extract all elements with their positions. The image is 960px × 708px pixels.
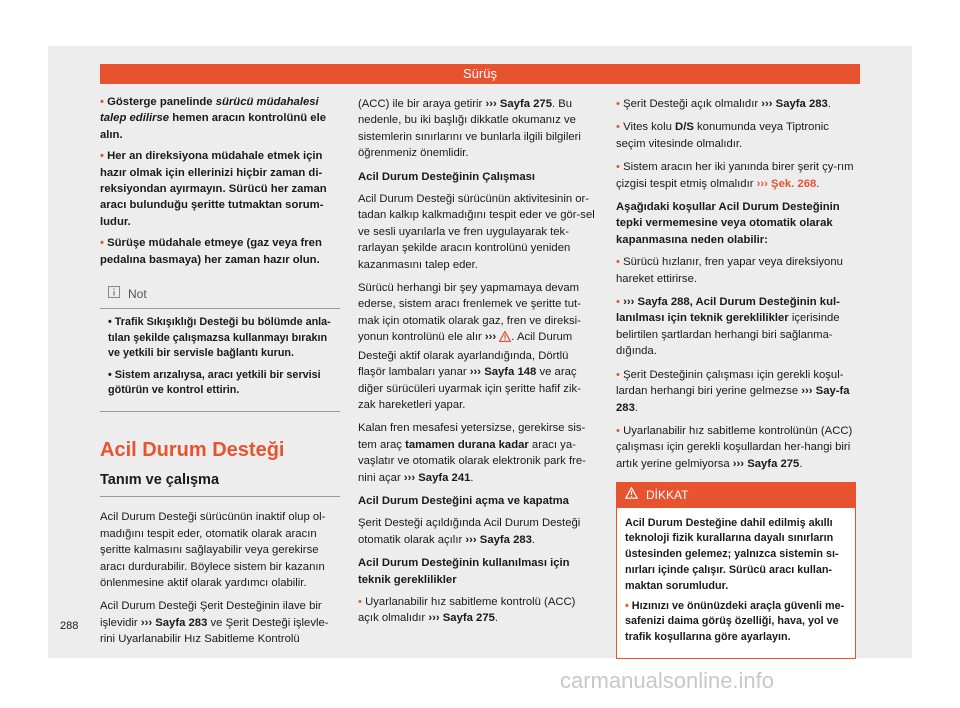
column-2 — [358, 96, 598, 634]
warning-triangle-icon — [625, 487, 638, 503]
warning-triangle-icon — [499, 331, 511, 347]
subsection-heading: Acil Durum Desteğinin kullanılması için teknik gereklilikler — [358, 557, 570, 586]
bullet: • Uyarlanabilir hız sabitleme kontrolünün (ACC) çalışması için gerekli koşullardan her-hangi biri artık yerine gelmiyorsa ››› Sayfa 275. — [616, 424, 853, 470]
note-item: • Sistem arızalıysa, aracı yetkili bir servisi götürün ve kontrol ettirin. — [108, 368, 321, 397]
figure-link[interactable]: ››› Şek. 268 — [756, 177, 817, 190]
page-link[interactable]: ››› Sayfa 283 — [140, 616, 208, 629]
note-box — [100, 282, 340, 412]
caution-header — [617, 483, 855, 507]
paragraph: Şerit Desteği açıldığında Acil Durum Desteği otomatik olarak açılır ››› Sayfa 283. — [358, 517, 581, 546]
section-heading: Acil Durum Desteği — [100, 438, 285, 461]
page-link[interactable]: ››› Sayfa 275 — [485, 98, 552, 110]
bullet: • Her an direksiyona müdahale etmek için hazır olmak için ellerinizi hiçbir zaman di-reksiyondan ayırmayın. Sürücü her zaman aracı bulunduğu şeritte tutmaktan sorum-ludur. — [100, 150, 327, 228]
subsection-heading: Aşağıdaki koşullar Acil Durum Desteğinin tepki vermemesine veya otomatik olarak kapanmasına neden olabilir: — [616, 201, 840, 246]
bullet: • ››› Sayfa 288, Acil Durum Desteğinin kul-lanılması için teknik gereklilikler içerisinde belirtilen şartlardan herhangi biri sağlanma-dığında. — [616, 296, 840, 358]
page-number: 288 — [60, 620, 79, 632]
bullet: • Vites kolu D/S konumunda veya Tiptronic seçim vitesinde olmalıdır. — [616, 121, 829, 150]
page-link[interactable]: ››› Sayfa 283 — [761, 98, 828, 110]
page-link[interactable]: ››› Sayfa 148 — [469, 366, 537, 379]
column-3 — [616, 96, 856, 659]
column-1 — [100, 94, 340, 655]
page-link[interactable]: ››› Sayfa 288, Acil Durum Desteğinin kul-lanılması için teknik gereklilikler — [616, 296, 840, 325]
bullet: • Sürücü hızlanır, fren yapar veya direksiyonu hareket ettirirse. — [616, 256, 843, 285]
paragraph: Sürücü herhangi bir şey yapmamaya devam ederse, sistem aracı frenlemek ve şeritte tut-mak için otomatik olarak gaz, fren ve direksi-yonun kontrolünü ele alır ››› . Acil Durum Desteği aktif olarak ayarlandığında, Dörtlü flaşör lambaları yanar ››› Sayfa 148 ve araç diğer sürücüleri uyarmak için şeritte hafif zik-zak hareketleri yapar. — [358, 282, 581, 411]
page-link[interactable]: ››› Say-fa 283 — [616, 385, 850, 414]
bullet: • Gösterge panelinde sürücü müdahalesi talep edilirse hemen aracın kontrolünü ele alın. — [100, 96, 327, 141]
paragraph: Acil Durum Desteği sürücünün aktivitesinin or-tadan kalkıp kalkmadığını tespit eder ve gör-sel ve sesli uyarılarla ve fren uygulayarak tek-rarlayan şekilde aracın kontrolünü yeniden kazanmasını talep eder. — [358, 193, 595, 271]
subsection-heading: Acil Durum Desteğini açma ve kapatma — [358, 494, 569, 507]
bullet: • Şerit Desteğinin çalışması için gerekli koşul-lardan herhangi biri yerine gelmezse ››› Say-fa 283. — [616, 368, 850, 414]
page-link[interactable]: ››› Sayfa 283 — [465, 533, 532, 546]
note-title: Not — [128, 287, 147, 302]
warning-continuation — [100, 94, 340, 268]
caution-box — [616, 482, 856, 659]
note-item: • Trafik Sıkışıklığı Desteği bu bölümde anla-tılan şekilde çalışmazsa kullanmayı bırakın ve yetkili bir servisle bağlantı kurun. — [108, 316, 331, 360]
caution-bullet: • Hızınızı ve önünüzdeki araçla güvenli me-safenizi daima görüş özelliği, hava, yol ve trafik koşullarına göre ayarlayın. — [625, 599, 845, 644]
header-title: Sürüş — [463, 66, 497, 81]
page-link[interactable]: ››› Sayfa 241 — [403, 471, 471, 484]
page-header — [100, 64, 860, 84]
caution-title: DİKKAT — [646, 488, 689, 503]
watermark: carmanualsonline.info — [560, 668, 775, 693]
section-subheading: Tanım ve çalışma — [100, 472, 340, 497]
info-icon — [108, 286, 120, 302]
bullet: • Uyarlanabilir hız sabitleme kontrolü (ACC) açık olmalıdır ››› Sayfa 275. — [358, 595, 576, 625]
page-link[interactable]: ››› Sayfa 275 — [732, 457, 800, 470]
page-link[interactable]: ››› Sayfa 275 — [428, 612, 495, 625]
bullet: • Şerit Desteği açık olmalıdır ››› Sayfa 283. — [616, 98, 831, 110]
paragraph: Acil Durum Desteği sürücünün inaktif olup ol-madığını tespit eder, otomatik olarak aracın şeritte kalmasını sağlayabilir veya gerekirse aracı durdurabilir. Böylece sistem bir kazanın önlenmesine aktif olarak yardımcı olabilir. — [100, 511, 326, 589]
paragraph: (ACC) ile bir araya getirir ››› Sayfa 275. Bu nedenle, bu iki başlığı dikkatle okumanız ve sistemlerin sınırlarını ve bunlarla ilgili bilgileri öğrenmeniz önemlidir. — [358, 98, 581, 160]
paragraph: Acil Durum Desteği Şerit Desteğinin ilave bir işlevidir ››› Sayfa 283 ve Şerit Desteği işlevle-rini Uyarlanabilir Hız Sabitleme Kontrolü — [100, 600, 329, 646]
note-header — [100, 286, 340, 309]
page-link[interactable]: ››› — [484, 331, 497, 344]
subsection-heading: Acil Durum Desteğinin Çalışması — [358, 170, 536, 183]
paragraph: Kalan fren mesafesi yetersizse, gerekirse sis-tem araç tamamen durana kadar aracı ya-vaşlatır ve otomatik olarak elektronik park fre-nini açar ››› Sayfa 241. — [358, 422, 586, 484]
caution-text: Acil Durum Desteğine dahil edilmiş akıllı teknoloji fizik kurallarına dayalı sınırların üstesinden gelemez; yalnızca sistemin sı-nırları içinde çalışır. Sürücü aracı kullan-maktan sorumludur. — [625, 516, 839, 592]
bullet: • Sistem aracın her iki yanında birer şerit çy-rım çizgisi tespit etmiş olmalıdır ››› Şek. 268. — [616, 161, 854, 190]
bullet: • Sürüşe müdahale etmeye (gaz veya fren pedalına basmaya) her zaman hazır olun. — [100, 237, 322, 266]
